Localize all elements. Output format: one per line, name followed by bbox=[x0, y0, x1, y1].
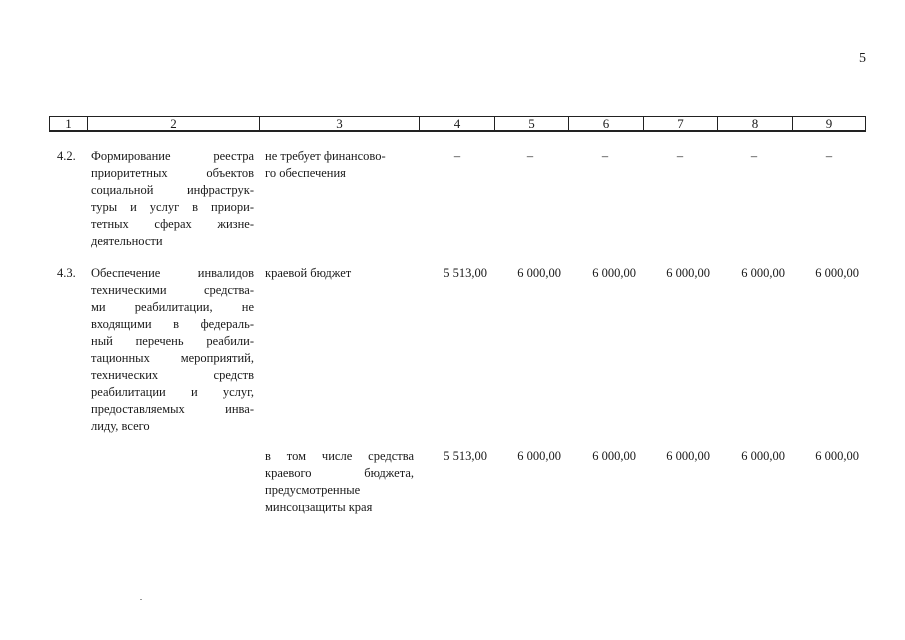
description-line: Формирование реестра bbox=[91, 149, 254, 163]
row-funding-source bbox=[265, 448, 414, 516]
source-line: минсоцзащиты края bbox=[265, 500, 373, 514]
description-line: туры и услуг в приори- bbox=[91, 200, 254, 214]
value-col-4: 5 513,00 bbox=[443, 266, 487, 280]
description-line: лиду, всего bbox=[91, 419, 150, 433]
value-col-5: – bbox=[526, 149, 534, 163]
value-col-7: 6 000,00 bbox=[666, 449, 710, 463]
value-col-4: 5 513,00 bbox=[443, 449, 487, 463]
row-description bbox=[91, 148, 254, 250]
description-line: социальной инфраструк- bbox=[91, 183, 254, 197]
header-col-1: 1 bbox=[65, 116, 72, 131]
description-line: Обеспечение инвалидов bbox=[91, 266, 254, 280]
header-col-7: 7 bbox=[643, 117, 717, 131]
header-col-8: 8 bbox=[717, 117, 792, 131]
page-number: 5 bbox=[859, 51, 866, 66]
value-col-4: – bbox=[453, 149, 461, 163]
value-col-9: – bbox=[825, 149, 833, 163]
value-col-6: – bbox=[601, 149, 609, 163]
header-col-2: 2 bbox=[87, 117, 259, 131]
row-funding-source bbox=[265, 148, 414, 182]
description-line: техническими средства- bbox=[91, 283, 254, 297]
description-line: ми реабилитации, не bbox=[91, 300, 254, 314]
value-col-7: 6 000,00 bbox=[666, 266, 710, 280]
source-line: в том числе средства bbox=[265, 449, 414, 463]
table-header bbox=[49, 116, 866, 132]
header-col-4: 4 bbox=[419, 117, 494, 131]
description-line: приоритетных объектов bbox=[91, 166, 254, 180]
description-line: тационных мероприятий, bbox=[91, 351, 254, 365]
value-col-9: 6 000,00 bbox=[815, 266, 859, 280]
value-col-6: 6 000,00 bbox=[592, 449, 636, 463]
row-funding-source bbox=[265, 265, 414, 282]
header-col-5: 5 bbox=[494, 117, 568, 131]
value-col-7: – bbox=[676, 149, 684, 163]
description-line: входящими в федераль- bbox=[91, 317, 254, 331]
value-col-8: 6 000,00 bbox=[741, 266, 785, 280]
header-col-3: 3 bbox=[259, 117, 419, 131]
source-line: краевой бюджет bbox=[265, 266, 352, 280]
description-line: деятельности bbox=[91, 234, 163, 248]
value-col-8: 6 000,00 bbox=[741, 449, 785, 463]
value-col-9: 6 000,00 bbox=[815, 449, 859, 463]
header-col-6: 6 bbox=[568, 117, 643, 131]
value-col-6: 6 000,00 bbox=[592, 266, 636, 280]
source-line: го обеспечения bbox=[265, 166, 346, 180]
description-line: предоставляемых инва- bbox=[91, 402, 254, 416]
description-line: тетных сферах жизне- bbox=[91, 217, 254, 231]
row-number: 4.2. bbox=[57, 149, 76, 163]
header-col-9: 9 bbox=[792, 117, 865, 131]
value-col-5: 6 000,00 bbox=[517, 449, 561, 463]
description-line: ный перечень реабили- bbox=[91, 334, 254, 348]
value-col-8: – bbox=[750, 149, 758, 163]
source-line: не требует финансово- bbox=[265, 149, 386, 163]
description-line: технических средств bbox=[91, 368, 254, 382]
row-description bbox=[91, 265, 254, 435]
scan-speck bbox=[140, 599, 142, 600]
value-col-5: 6 000,00 bbox=[517, 266, 561, 280]
row-number: 4.3. bbox=[57, 266, 76, 280]
source-line: краевого бюджета, bbox=[265, 466, 414, 480]
source-line: предусмотренные bbox=[265, 483, 361, 497]
description-line: реабилитации и услуг, bbox=[91, 385, 254, 399]
